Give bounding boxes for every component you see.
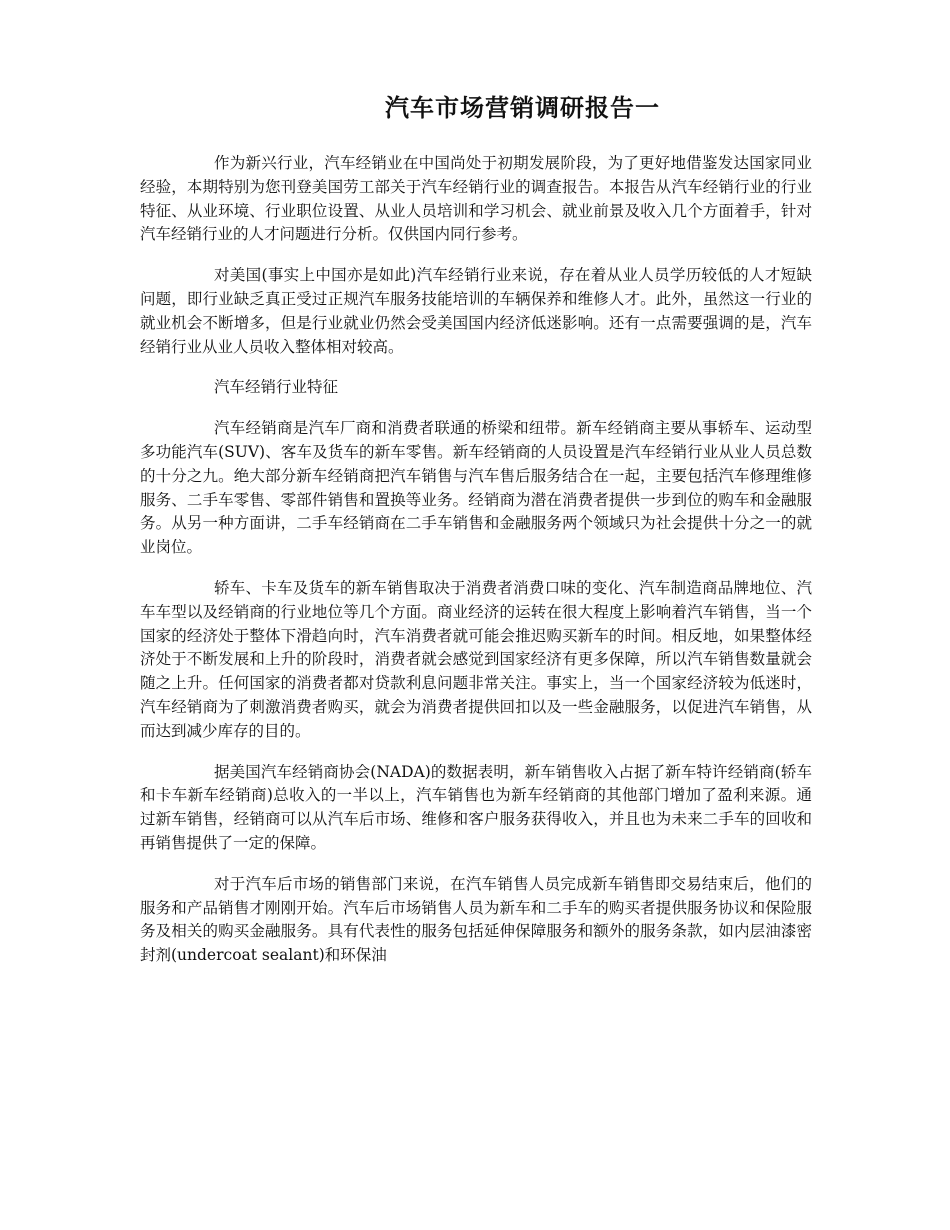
dealer-role-paragraph: 汽车经销商是汽车厂商和消费者联通的桥梁和纽带。新车经销商主要从事轿车、运动型多功能汽车(SUV)、客车及货车的新车零售。新车经销商的人员设置是汽车经销行业从业人员总数的十分之九。绝大部分新车经销商把汽车销售与汽车售后服务结合在一起，主要包括汽车修理维修服务、二手车零售、零部件销售和置换等业务。经销商为潜在消费者提供一步到位的购车和金融服务。从另一种方面讲，二手车经销商在二手车销售和金融服务两个领域只为社会提供十分之一的就业岗位。 <box>140 419 812 557</box>
intro-paragraph: 作为新兴行业，汽车经销业在中国尚处于初期发展阶段，为了更好地借鉴发达国家同业经验，本期特别为您刊登美国劳工部关于汽车经销行业的调查报告。本报告从汽车经销行业的行业特征、从业环境、行业职位设置、从业人员培训和学习机会、就业前景及收入几个方面着手，针对汽车经销行业的人才问题进行分析。仅供国内同行参考。 <box>140 154 812 244</box>
aftermarket-paragraph: 对于汽车后市场的销售部门来说，在汽车销售人员完成新车销售即交易结束后，他们的服务和产品销售才刚刚开始。汽车后市场销售人员为新车和二手车的购买者提供服务协议和保险服务及相关的购买金融服务。具有代表性的服务包括延伸保障服务和额外的服务条款，如内层油漆密封剂(undercoat sealant)和环保油 <box>140 874 812 965</box>
overview-paragraph: 对美国(事实上中国亦是如此)汽车经销行业来说，存在着从业人员学历较低的人才短缺问题，即行业缺乏真正受过正规汽车服务技能培训的车辆保养和维修人才。此外，虽然这一行业的就业机会不断增多，但是行业就业仍然会受美国国内经济低迷影响。还有一点需要强调的是，汽车经销行业从业人员收入整体相对较高。 <box>140 266 812 356</box>
document-title: 汽车市场营销调研报告一 <box>385 94 660 122</box>
document-body <box>140 152 812 985</box>
section-heading: 汽车经销行业特征 <box>214 378 339 397</box>
sales-factors-paragraph: 轿车、卡车及货车的新车销售取决于消费者消费口味的变化、汽车制造商品牌地位、汽车车型以及经销商的行业地位等几个方面。商业经济的运转在很大程度上影响着汽车销售，当一个国家的经济处于整体下滑趋向时，汽车消费者就可能会推迟购买新车的时间。相反地，如果整体经济处于不断发展和上升的阶段时，消费者就会感觉到国家经济有更多保障，所以汽车销售数量就会随之上升。任何国家的消费者都对贷款利息问题非常关注。事实上，当一个国家经济较为低迷时，汽车经销商为了刺激消费者购买，就会为消费者提供回扣以及一些金融服务，以促进汽车销售，从而达到减少库存的目的。 <box>140 578 812 740</box>
nada-data-paragraph: 据美国汽车经销商协会(NADA)的数据表明，新车销售收入占据了新车特许经销商(轿车和卡车新车经销商)总收入的一半以上，汽车销售也为新车经销商的其他部门增加了盈利来源。通过新车销售，经销商可以从汽车后市场、维修和客户服务获得收入，并且也为未来二手车的回收和再销售提供了一定的保障。 <box>140 762 812 852</box>
